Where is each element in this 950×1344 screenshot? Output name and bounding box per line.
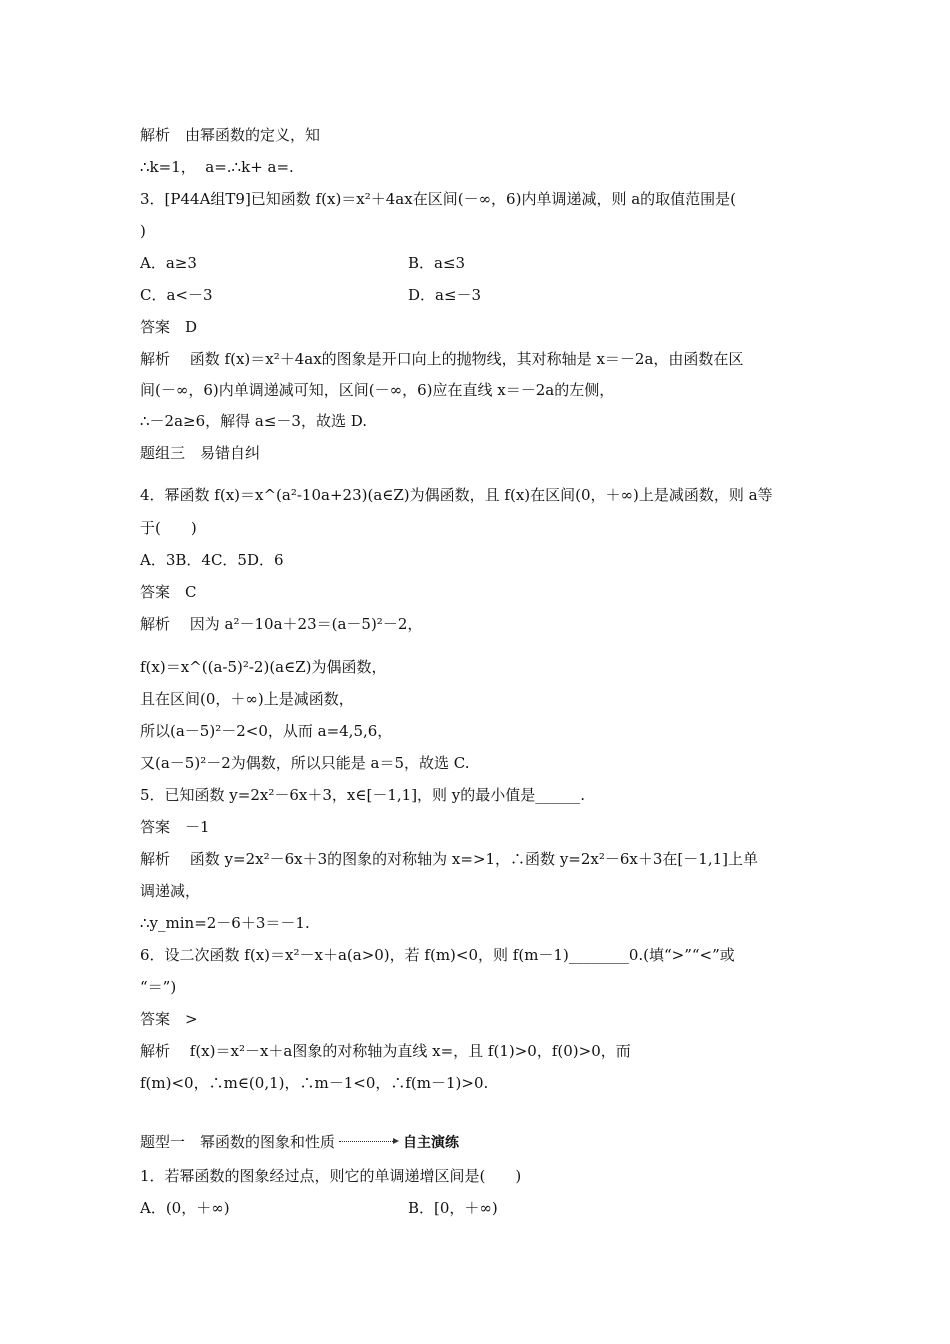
analysis: 解析 f(x)＝x²－x＋a图象的对称轴为直线 x=，且 f(1)>0，f(0)>0，而 bbox=[140, 1042, 631, 1060]
text-line: 调递减， bbox=[140, 882, 201, 900]
question-4: 4．幂函数 f(x)＝x^(a²-10a+23)(a∈Z)为偶函数，且 f(x)在区间(0，＋∞)上是减函数，则 a等 bbox=[140, 486, 773, 504]
option-a: A．a≥3 bbox=[140, 254, 197, 272]
question-6: 6．设二次函数 f(x)＝x²－x＋a(a>0)，若 f(m)<0，则 f(m－1)________0.(填“>”“<”或 bbox=[140, 946, 735, 964]
option-c: C．a<－3 bbox=[140, 286, 213, 304]
text-line: 间(－∞，6)内单调递减可知，区间(－∞，6)应在直线 x＝－2a的左侧， bbox=[140, 381, 615, 399]
analysis: 解析 函数 y=2x²－6x＋3的图象的对称轴为 x=>1，∴函数 y=2x²－6x＋3在[－1,1]上单 bbox=[140, 850, 758, 868]
text-line: 于( ) bbox=[140, 519, 197, 537]
answer: 答案 C bbox=[140, 583, 197, 601]
text-line: 又(a－5)²－2为偶数，所以只能是 a＝5，故选 C. bbox=[140, 754, 470, 772]
question-3: 3．[P44A组T9]已知函数 f(x)＝x²＋4ax在区间(－∞，6)内单调递减，则 a的取值范围是( bbox=[140, 190, 737, 208]
text-line: f(m)<0，∴m∈(0,1)，∴m－1<0，∴f(m－1)>0. bbox=[140, 1074, 489, 1092]
options: A．3B．4C．5D．6 bbox=[140, 551, 284, 569]
option-b: B．[0，＋∞) bbox=[408, 1199, 498, 1217]
topic-heading bbox=[140, 1131, 459, 1152]
question-1: 1．若幂函数的图象经过点，则它的单调递增区间是( ) bbox=[140, 1167, 522, 1185]
topic-title: 题型一 幂函数的图象和性质 bbox=[140, 1133, 336, 1151]
text-line: ∴k=1， a=.∴k+ a=. bbox=[140, 158, 294, 176]
answer: 答案 D bbox=[140, 318, 198, 336]
text-line: ) bbox=[140, 222, 146, 240]
section-heading: 题组三 易错自纠 bbox=[140, 444, 261, 462]
topic-tag: 自主演练 bbox=[403, 1134, 460, 1151]
option-d: D．a≤－3 bbox=[408, 286, 482, 304]
analysis: 解析 因为 a²－10a＋23＝(a－5)²－2， bbox=[140, 615, 423, 633]
arrow-icon bbox=[339, 1141, 397, 1142]
answer: 答案 > bbox=[140, 1010, 198, 1028]
option-a: A．(0，＋∞) bbox=[140, 1199, 230, 1217]
text-line: 且在区间(0，＋∞)上是减函数， bbox=[140, 690, 354, 708]
text-line: f(x)＝x^((a-5)²-2)(a∈Z)为偶函数， bbox=[140, 658, 387, 676]
text-line: ∴y_min=2－6＋3＝－1. bbox=[140, 914, 310, 932]
text-line: 解析 由幂函数的定义，知 bbox=[140, 126, 321, 144]
answer: 答案 －1 bbox=[140, 818, 210, 836]
text-line: 所以(a－5)²－2<0，从而 a=4,5,6， bbox=[140, 722, 393, 740]
question-5: 5．已知函数 y=2x²－6x＋3，x∈[－1,1]，则 y的最小值是______. bbox=[140, 786, 586, 804]
option-b: B．a≤3 bbox=[408, 254, 466, 272]
text-line: “＝”) bbox=[140, 978, 177, 996]
analysis: 解析 函数 f(x)＝x²＋4ax的图象是开口向上的抛物线，其对称轴是 x＝－2a，由函数在区 bbox=[140, 350, 744, 368]
text-line: ∴－2a≥6，解得 a≤－3，故选 D. bbox=[140, 412, 367, 430]
